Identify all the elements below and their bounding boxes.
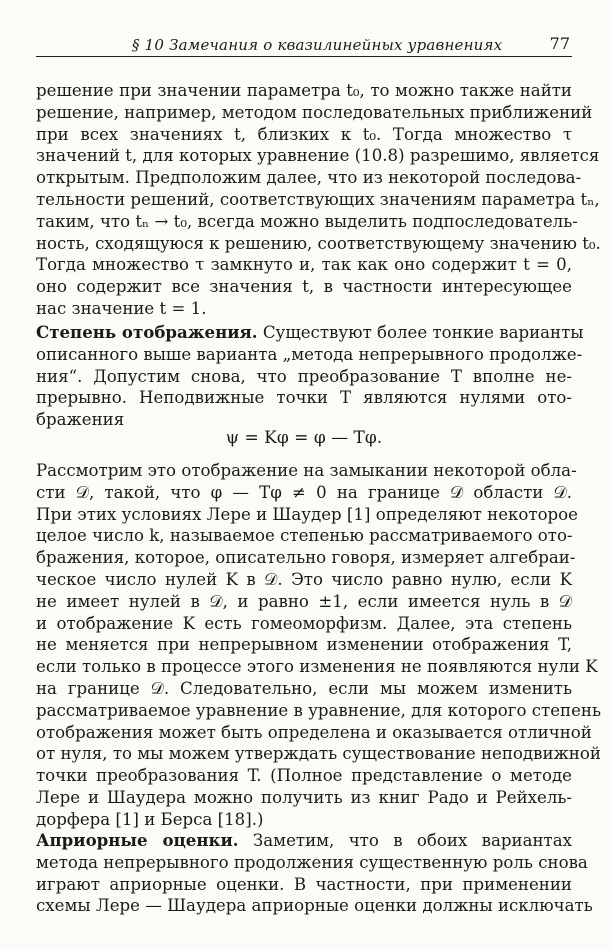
text-line: при всех значениях t, близких к t₀. Тогда множество τ [36, 124, 572, 144]
text-line: таким, что tₙ → t₀, всегда можно выделить подпоследователь- [36, 211, 578, 231]
text-line: нас значение t = 1. [36, 298, 207, 318]
section-heading-degree: Степень отображения. [36, 322, 258, 342]
text-line: дорфера [1] и Берса [18].) [36, 809, 264, 829]
formula-display: ψ = Kφ = φ — Tφ. [225, 428, 383, 448]
text-line: Тогда множество τ замкнуто и, так как оно содержит t = 0, [36, 255, 572, 275]
text-line: прерывно. Неподвижные точки T являются нулями ото- [36, 388, 572, 408]
header-title: § 10 Замечания о квазилинейных уравнениях [132, 36, 503, 54]
text-line: ческое число нулей K в 𝒟. Это число равно нулю, если K [36, 569, 572, 589]
text-line: При этих условиях Лере и Шаудер [1] определяют некоторое [36, 504, 578, 524]
text-line: решение, например, методом последовательных приближений [36, 102, 593, 122]
text-fragment: Заметим, что в обоих вариантах [238, 831, 572, 850]
text-line: ность, сходящуюся к решению, соответствующему значению t₀. [36, 233, 601, 253]
text-line [36, 830, 572, 852]
text-line: от нуля, то мы можем утверждать существование неподвижной [36, 744, 601, 764]
text-line: и отображение K есть гомеоморфизм. Далее, эта степень [36, 613, 572, 633]
text-line: оно содержит все значения t, в частности интересующее [36, 277, 572, 297]
text-line: Рассмотрим это отображение на замыкании некоторой обла- [36, 461, 577, 480]
text-line: рассматриваемое уравнение в уравнение, для которого степень [36, 700, 602, 720]
text-fragment: Существуют более тонкие варианты [257, 323, 584, 342]
text-line: на границе 𝒟. Следовательно, если мы можем изменить [36, 678, 572, 698]
text-line: тельности решений, соответствующих значениям параметра tₙ, [36, 189, 600, 209]
text-line: метода непрерывного продолжения существенную роль снова [36, 852, 588, 872]
text-line: не меняется при непрерывном изменении отображения T, [36, 635, 572, 655]
text-line [36, 322, 584, 344]
paragraph-a-priori-estimates [36, 830, 593, 917]
text-line: точки преобразования T. (Полное представление о методе [36, 766, 572, 786]
section-heading-apriori: Априорные оценки. [36, 830, 239, 850]
text-line: Лере и Шаудера можно получить из книг Радо и Рейхель- [36, 787, 572, 807]
page-number: 77 [549, 34, 570, 53]
text-line: не имеет нулей в 𝒟, и равно ±1, если имеется нуль в 𝒟 [36, 591, 572, 611]
text-line: играют априорные оценки. В частности, при применении [36, 874, 572, 894]
text-line: бражения [36, 410, 125, 430]
text-line: схемы Лере — Шаудера априорные оценки должны исключать [36, 896, 593, 916]
text-line: ния“. Допустим снова, что преобразование T вполне не- [36, 366, 572, 386]
paragraph-degree-of-mapping [36, 322, 584, 431]
text-line: решение при значении параметра t₀, то можно также найти [36, 81, 572, 100]
text-line: целое число k, называемое степенью рассматриваемого ото- [36, 526, 573, 546]
paragraph-leray-schauder [36, 460, 602, 831]
text-line: сти 𝒟, такой, что φ — Tφ ≠ 0 на границе 𝒟̇ области 𝒟. [36, 482, 572, 502]
text-line: если только в процессе этого изменения не появляются нули K [36, 657, 598, 677]
text-line: бражения, которое, описательно говоря, измеряет алгебраи- [36, 548, 576, 568]
paragraph-continuation [36, 80, 601, 320]
text-line: отображения может быть определена и оказывается отличной [36, 722, 592, 742]
text-line: описанного выше варианта „метода непрерывного продолже- [36, 344, 583, 364]
text-line: открытым. Предположим далее, что из некоторой последова- [36, 168, 582, 188]
running-header [36, 34, 572, 57]
text-line: значений t, для которых уравнение (10.8) разрешимо, является [36, 146, 600, 166]
